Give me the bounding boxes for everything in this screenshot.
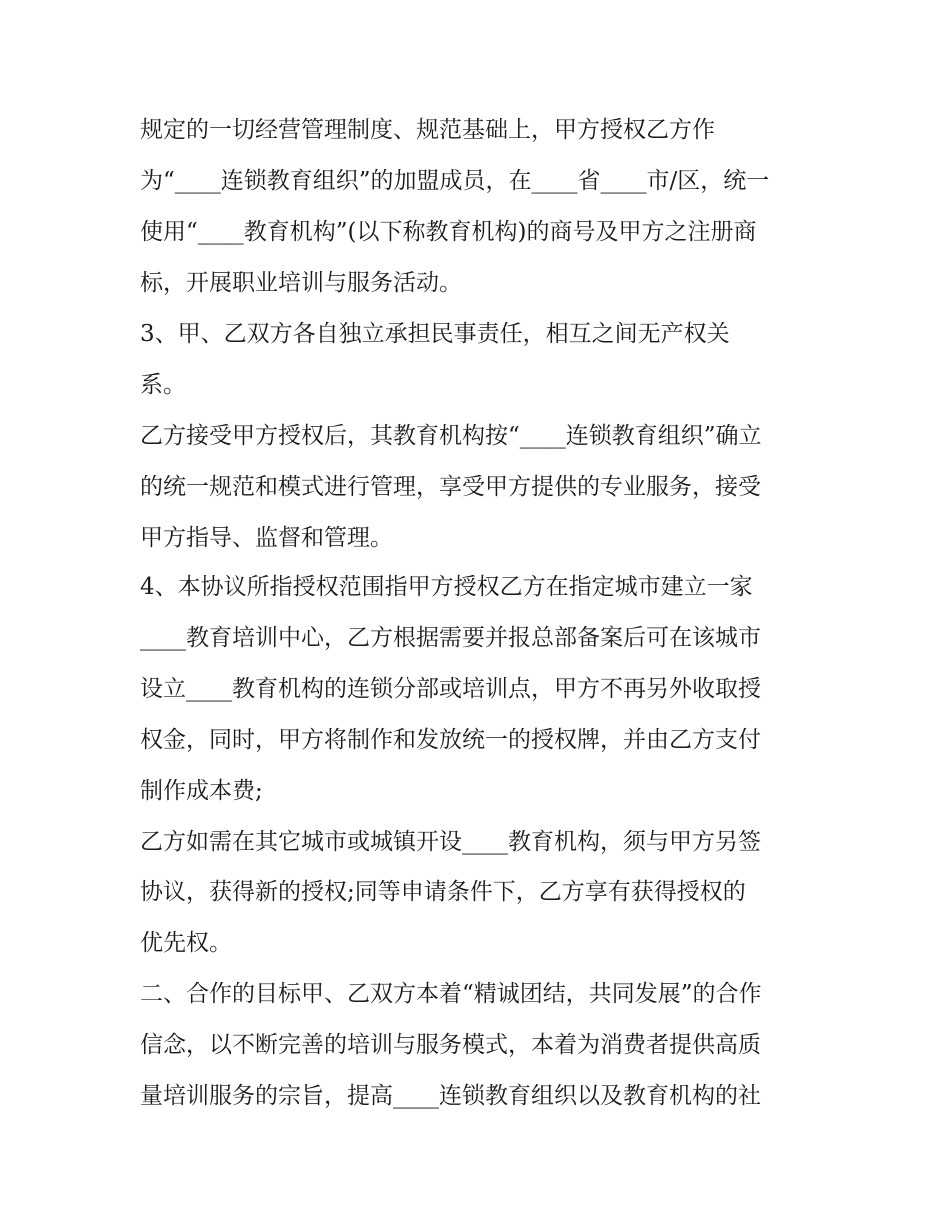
text-line: 协议，获得新的授权;同等申请条件下，乙方享有获得授权的	[140, 879, 746, 905]
text-line: 规定的一切经营管理制度、规范基础上，甲方授权乙方作	[140, 117, 715, 143]
text-line: 权金，同时，甲方将制作和发放统一的授权牌，并由乙方支付	[140, 727, 761, 753]
text-line: 信念，以不断完善的培训与服务模式，本着为消费者提供高质	[140, 1032, 761, 1058]
text-line: 的统一规范和模式进行管理，享受甲方提供的专业服务，接受	[140, 474, 761, 500]
text-line: 为“____连锁教育组织”的加盟成员，在____省____市/区，统一	[140, 168, 770, 194]
text-line: 制作成本费;	[140, 778, 263, 804]
text-line: 4、本协议所指授权范围指甲方授权乙方在指定城市建立一家	[140, 574, 753, 600]
text-line: 二、合作的目标甲、乙双方本着“精诚团结，共同发展”的合作	[140, 981, 762, 1007]
text-line: 乙方如需在其它城市或城镇开设____教育机构，须与甲方另签	[140, 829, 761, 855]
text-line: 量培训服务的宗旨，提高____连锁教育组织以及教育机构的社	[140, 1083, 761, 1109]
text-line: 优先权。	[140, 930, 232, 956]
text-line: 设立____教育机构的连锁分部或培训点，甲方不再另外收取授	[140, 676, 761, 702]
text-line: 标，开展职业培训与服务活动。	[140, 270, 462, 296]
text-line: ____教育培训中心，乙方根据需要并报总部备案后可在该城市	[140, 625, 761, 651]
text-line: 系。	[140, 372, 186, 398]
text-line: 甲方指导、监督和管理。	[140, 525, 393, 551]
text-line: 使用“____教育机构”(以下称教育机构)的商号及甲方之注册商	[140, 219, 757, 245]
text-line: 乙方接受甲方授权后，其教育机构按“____连锁教育组织”确立	[140, 423, 762, 449]
text-line: 3、甲、乙双方各自独立承担民事责任，相互之间无产权关	[140, 321, 730, 347]
